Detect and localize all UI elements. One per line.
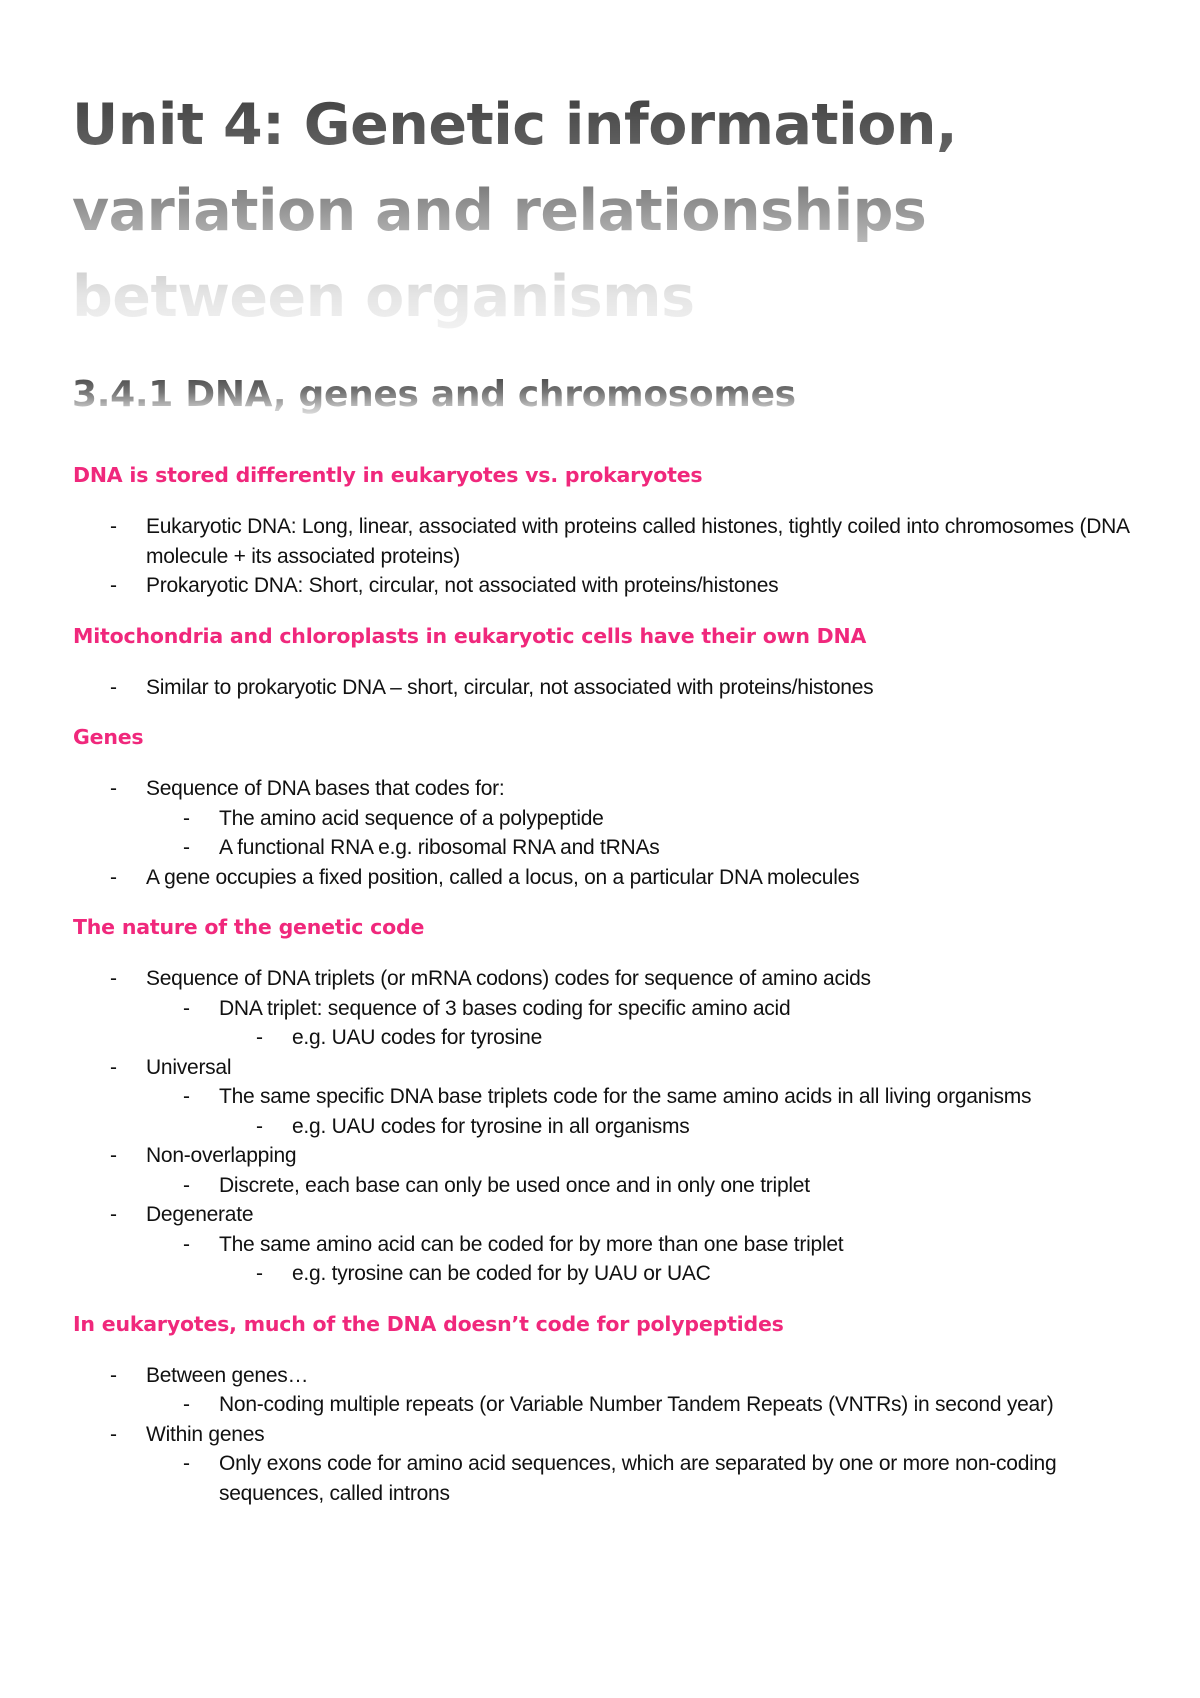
list-item xyxy=(73,1141,1133,1171)
list-item xyxy=(73,1082,1133,1112)
section-subtitle: 3.4.1 DNA, genes and chromosomes xyxy=(72,370,796,420)
section-genes xyxy=(73,720,1133,892)
list-item xyxy=(73,673,1133,703)
list-item-text: Discrete, each base can only be used once and in only one triplet xyxy=(219,1173,810,1197)
list-item xyxy=(73,1171,1133,1201)
bullet-marker: - xyxy=(110,777,117,800)
section-heading: The nature of the genetic code xyxy=(73,915,425,939)
bullet-marker: - xyxy=(183,1232,190,1256)
list-item-text: Similar to prokaryotic DNA – short, circular, not associated with proteins/histones xyxy=(146,675,874,699)
list-item-text: Between genes… xyxy=(146,1363,309,1387)
list-item-text: Only exons code for amino acid sequences, which are separated by one or more non-coding sequences, called introns xyxy=(219,1452,1057,1505)
bullet-marker: - xyxy=(183,1173,190,1197)
bullet-marker: - xyxy=(183,806,190,830)
list-item-text: Within genes xyxy=(146,1422,265,1446)
list-item-text: The amino acid sequence of a polypeptide xyxy=(219,806,604,830)
list-item xyxy=(73,863,1133,893)
list-item xyxy=(73,1053,1133,1083)
list-item xyxy=(73,964,1133,994)
list-item-text: A gene occupies a fixed position, called a locus, on a particular DNA molecules xyxy=(146,865,860,889)
list-item xyxy=(73,1230,1133,1260)
list-item xyxy=(73,1390,1133,1420)
bullet-marker: - xyxy=(183,836,190,859)
notes-content xyxy=(73,458,1133,1508)
list-item-text: The same specific DNA base triplets code for the same amino acids in all living organisms xyxy=(219,1085,1032,1108)
section-organelle-dna xyxy=(73,619,1133,703)
list-item xyxy=(73,1361,1133,1391)
bullet-marker: - xyxy=(110,1055,117,1079)
bullet-list xyxy=(73,774,1133,892)
section-genetic-code xyxy=(73,910,1133,1289)
bullet-marker: - xyxy=(256,1026,263,1049)
list-item xyxy=(73,804,1133,834)
section-heading: DNA is stored differently in eukaryotes vs. prokaryotes xyxy=(73,463,703,487)
list-item-text: Prokaryotic DNA: Short, circular, not associated with proteins/histones xyxy=(146,574,779,597)
section-non-coding-dna xyxy=(73,1307,1133,1509)
section-dna-storage xyxy=(73,458,1133,601)
list-item xyxy=(73,833,1133,863)
bullet-marker: - xyxy=(110,675,117,699)
list-item-text: The same amino acid can be coded for by more than one base triplet xyxy=(219,1232,844,1256)
bullet-marker: - xyxy=(183,1393,190,1416)
list-item xyxy=(73,1449,1133,1508)
bullet-marker: - xyxy=(256,1114,263,1138)
bullet-list xyxy=(73,964,1133,1289)
bullet-marker: - xyxy=(183,1085,190,1108)
list-item-text: e.g. tyrosine can be coded for by UAU or UAC xyxy=(292,1262,711,1285)
list-item xyxy=(73,1200,1133,1230)
list-item xyxy=(73,1023,1133,1053)
bullet-marker: - xyxy=(256,1262,263,1285)
list-item-text: Universal xyxy=(146,1055,232,1079)
document-title: Unit 4: Genetic information, variation and relationships between organisms xyxy=(72,82,1132,340)
list-item-text: Degenerate xyxy=(146,1203,254,1226)
bullet-marker: - xyxy=(110,967,117,990)
bullet-marker: - xyxy=(110,574,117,597)
bullet-marker: - xyxy=(110,1363,117,1387)
section-heading: Mitochondria and chloroplasts in eukaryotic cells have their own DNA xyxy=(73,623,867,648)
list-item-text: e.g. UAU codes for tyrosine in all organisms xyxy=(292,1114,690,1138)
section-heading: Genes xyxy=(73,725,144,749)
bullet-marker: - xyxy=(183,996,190,1020)
bullet-marker: - xyxy=(110,515,117,538)
list-item-text: Sequence of DNA triplets (or mRNA codons) codes for sequence of amino acids xyxy=(146,967,871,990)
list-item-text: Non-coding multiple repeats (or Variable Number Tandem Repeats (VNTRs) in second year) xyxy=(219,1393,1054,1416)
bullet-list xyxy=(73,673,1133,703)
bullet-marker: - xyxy=(110,1422,117,1446)
list-item xyxy=(73,1259,1133,1289)
bullet-marker: - xyxy=(110,1203,117,1226)
list-item-text: A functional RNA e.g. ribosomal RNA and tRNAs xyxy=(219,836,660,859)
list-item-text: Non-overlapping xyxy=(146,1144,297,1167)
list-item xyxy=(73,774,1133,804)
list-item xyxy=(73,1112,1133,1142)
list-item-text: Eukaryotic DNA: Long, linear, associated with proteins called histones, tightly coiled into chromosomes (DNA molecule + its associated proteins) xyxy=(146,515,1129,568)
bullet-marker: - xyxy=(110,865,117,889)
list-item-text: e.g. UAU codes for tyrosine xyxy=(292,1026,543,1049)
section-heading: In eukaryotes, much of the DNA doesn’t code for polypeptides xyxy=(73,1311,784,1336)
bullet-marker: - xyxy=(183,1452,190,1475)
list-item-text: Sequence of DNA bases that codes for: xyxy=(146,777,505,800)
list-item xyxy=(73,512,1133,571)
list-item-text: DNA triplet: sequence of 3 bases coding for specific amino acid xyxy=(219,996,791,1020)
bullet-list xyxy=(73,1361,1133,1509)
list-item xyxy=(73,1420,1133,1450)
bullet-list xyxy=(73,512,1133,601)
list-item xyxy=(73,994,1133,1024)
list-item xyxy=(73,571,1133,601)
bullet-marker: - xyxy=(110,1144,117,1167)
